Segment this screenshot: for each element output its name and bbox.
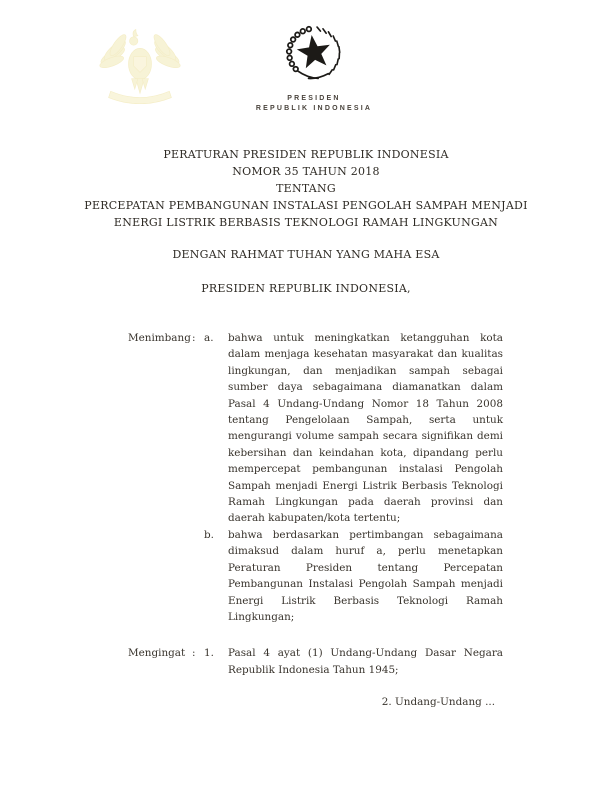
title-line-subject1: PERCEPATAN PEMBANGUNAN INSTALASI PENGOLAH SAMPAH MENJADI <box>84 199 528 212</box>
title-line-subject2: ENERGI LISTRIK BERBASIS TEKNOLOGI RAMAH LINGKUNGAN <box>113 216 499 229</box>
item-marker: a. <box>204 332 214 344</box>
recalling-section <box>128 645 503 678</box>
item-text: Pasal 4 ayat (1) Undang-Undang Dasar Negara Republik Indonesia Tahun 1945; <box>228 647 503 676</box>
document-body <box>128 330 503 711</box>
considering-section <box>128 330 503 625</box>
garuda-pancasila-watermark-icon <box>96 24 184 104</box>
seal-caption-line2: REPUBLIK INDONESIA <box>255 104 373 112</box>
considering-item-a <box>204 330 503 527</box>
item-text: bahwa berdasarkan pertimbangan sebagaimana dimaksud dalam huruf a, perlu menetapkan Peraturan Presiden tentang Percepatan Pembangunan Instalasi Pengolah Sampah menjadi Energi Listrik Berbasis Teknologi Ramah Lingkungan; <box>228 528 503 623</box>
item-marker: b. <box>204 528 214 541</box>
recalling-item-1 <box>204 645 503 678</box>
regulation-title <box>80 146 532 231</box>
seal-caption <box>232 94 396 113</box>
recalling-colon: : <box>192 647 196 660</box>
title-line-number: NOMOR 35 TAHUN 2018 <box>232 165 380 178</box>
seal-caption-line1: PRESIDEN <box>287 95 341 102</box>
invocation-line: DENGAN RAHMAT TUHAN YANG MAHA ESA <box>172 248 440 261</box>
authority-line: PRESIDEN REPUBLIK INDONESIA, <box>201 282 411 295</box>
considering-label: Menimbang <box>128 332 191 344</box>
item-text: bahwa untuk meningkatkan ketangguhan kota dalam menjaga kesehatan masyarakat dan kualitas lingkungan, dan menjadikan sampah sebagai sumber daya sebagaimana diamanatkan dalam Pasal 4 Undang-Undang Nomor 18 Tahun 2008 tentang Pengelolaan Sampah, serta untuk mengurangi volume sampah secara signifikan demi kebersihan dan keindahan kota, dipandang perlu mempercepat pembangunan instalasi Pengolah Sampah menjadi Energi Listrik Berbasis Teknologi Ramah Lingkungan pada daerah provinsi dan daerah kabupaten/kota tertentu; <box>228 332 503 525</box>
considering-item-b <box>204 527 503 625</box>
page-catchword: 2. Undang-Undang ... <box>381 696 495 709</box>
title-line-tentang: TENTANG <box>276 182 336 195</box>
recalling-label: Mengingat <box>128 647 186 660</box>
item-marker: 1. <box>204 647 214 660</box>
considering-colon: : <box>192 332 196 344</box>
presidential-star-seal-icon <box>272 24 356 92</box>
title-line-type: PERATURAN PRESIDEN REPUBLIK INDONESIA <box>163 148 449 161</box>
